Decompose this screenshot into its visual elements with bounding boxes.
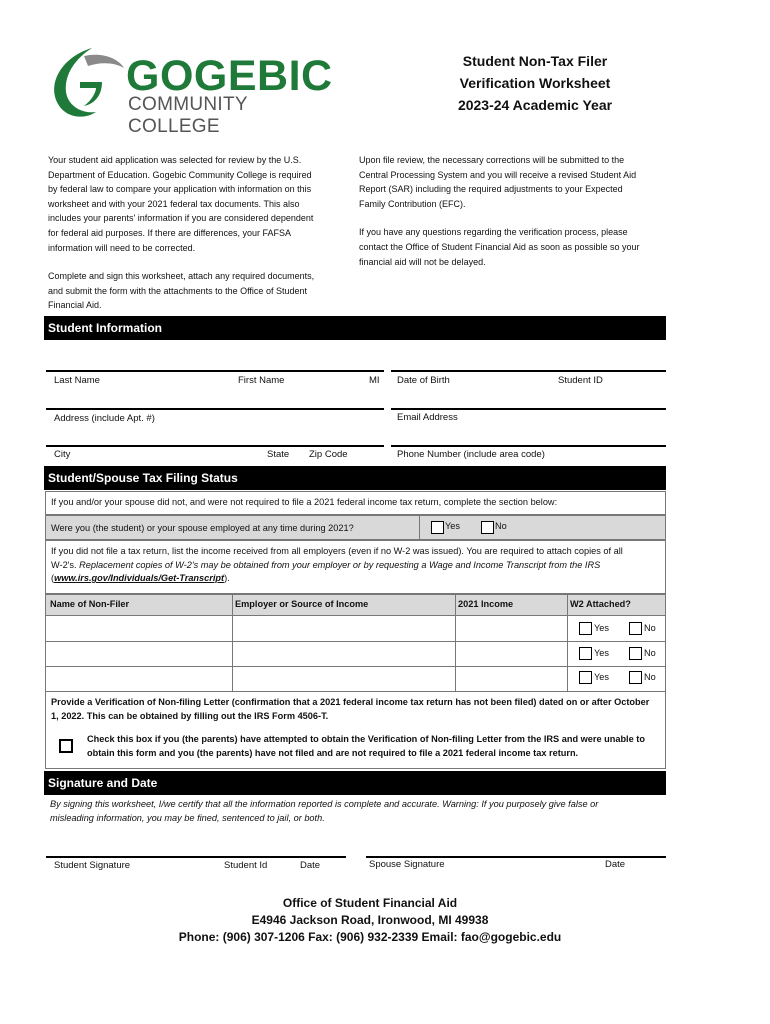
intro-line: Financial Aid. (48, 300, 102, 311)
employed-divider (419, 515, 420, 540)
logo-name: GOGEBIC (126, 52, 333, 100)
w2-no-label: No (644, 648, 656, 658)
intro-line: Department of Education. Gogebic Community College is required (48, 169, 312, 180)
spouse-signature-label: Spouse Signature (369, 859, 445, 870)
tax-instruction-text: If you and/or your spouse did not, and were not required to file a 2021 federal income tax return, complete the section below: (51, 497, 558, 507)
footer-address: E4946 Jackson Road, Ironwood, MI 49938 (251, 913, 489, 927)
intro-line: and submit the form with the attachments to the Office of Student (48, 285, 307, 296)
intro-line: contact the Office of Student Financial Aid as soon as possible so your (359, 241, 640, 252)
state-label: State (267, 449, 290, 460)
student-info-header: Student Information (44, 316, 666, 340)
employed-no-checkbox[interactable] (481, 521, 494, 534)
city-label: City (54, 449, 71, 460)
w2-no-checkbox[interactable] (629, 622, 642, 635)
college-logo (44, 42, 333, 137)
certify-text (50, 798, 665, 825)
intro-line: Your student aid application was selected for review by the U.S. (48, 155, 302, 165)
zip-label: Zip Code (309, 449, 348, 460)
nonfiler-name-input[interactable] (48, 668, 230, 688)
spouse-signature-field[interactable] (366, 830, 666, 856)
w2-no-label: No (644, 623, 656, 633)
income-line-2-a: W-2's. (51, 559, 77, 570)
logo-swoosh-icon (44, 42, 129, 122)
irs-transcript-link[interactable]: www.irs.gov/Individuals/Get-Transcript (54, 573, 225, 583)
intro-line: Family Contribution (EFC). (359, 198, 466, 209)
intro-line: Upon file review, the necessary corrections will be submitted to the (359, 155, 625, 165)
intro-right-p1 (359, 153, 669, 211)
employed-question-row (45, 515, 666, 540)
logo-subtitle: COMMUNITY COLLEGE (128, 94, 248, 137)
col-header-w2: W2 Attached? (570, 599, 631, 609)
employed-no-label: No (495, 521, 507, 531)
income-line-2-b: Replacement copies of W-2's may be obtained from your employer or by requesting a Wage and Income Transcript from the IRS (79, 559, 601, 570)
student-id-sig-label: Student Id (224, 860, 268, 871)
w2-yes-label: Yes (594, 672, 609, 682)
income-line-3-b: ). (224, 573, 230, 583)
employer-input[interactable] (235, 668, 453, 688)
nonfiler-name-input[interactable] (48, 618, 230, 638)
intro-line: information will need to be corrected. (48, 242, 196, 253)
email-label: Email Address (397, 412, 458, 423)
w2-yes-checkbox[interactable] (579, 622, 592, 635)
phone-label: Phone Number (include area code) (397, 449, 545, 460)
employed-yes-label: Yes (445, 521, 460, 531)
income-instruction (45, 540, 666, 594)
col-header-employer: Employer or Source of Income (235, 599, 369, 609)
last-name-label: Last Name (54, 375, 100, 386)
intro-line: If you have any questions regarding the verification process, please (359, 227, 628, 238)
tax-status-header: Student/Spouse Tax Filing Status (44, 466, 666, 490)
student-signature-label: Student Signature (54, 860, 131, 871)
first-name-label: First Name (238, 375, 285, 386)
intro-line: worksheet and with your 2021 federal tax documents. This also (48, 198, 300, 209)
tax-instruction-row (45, 491, 666, 515)
title-line-2: Verification Worksheet (459, 75, 611, 91)
col-header-name: Name of Non-Filer (50, 599, 130, 609)
nonfiling-line-1: Provide a Verification of Non-filing Letter (confirmation that a 2021 federal income tax return has not been filed) dated on or after October (51, 697, 650, 707)
parents-unable-checkbox[interactable] (59, 739, 73, 753)
intro-line: financial aid will not be delayed. (359, 256, 486, 267)
student-signature-line (46, 856, 346, 858)
footer (0, 895, 740, 946)
student-id-label: Student ID (558, 375, 603, 386)
mi-label: MI (369, 375, 380, 386)
title-line-1: Student Non-Tax Filer (462, 53, 608, 69)
page-title (420, 50, 650, 116)
w2-no-checkbox[interactable] (629, 671, 642, 684)
w2-no-checkbox[interactable] (629, 647, 642, 660)
intro-left-p1 (48, 153, 348, 255)
nonfiling-line-2: 1, 2022. This can be obtained by filling out the IRS Form 4506-T. (51, 710, 329, 721)
date-label-1: Date (300, 860, 321, 871)
income-line-1: If you did not file a tax return, list the income received from all employers (even if no W-2 was issued). You are required to attach copies of all (51, 546, 623, 556)
w2-no-label: No (644, 672, 656, 682)
parents-check-text (87, 733, 662, 760)
w2-yes-checkbox[interactable] (579, 671, 592, 684)
intro-line: for federal aid purposes. If there are differences, your FAFSA (48, 227, 291, 238)
dob-label: Date of Birth (397, 375, 450, 386)
income-line-3 (51, 572, 665, 586)
intro-line: Complete and sign this worksheet, attach any required documents, (48, 271, 315, 282)
intro-line: by federal law to compare your application with information on this (48, 184, 312, 195)
intro-left-p2 (48, 269, 348, 313)
intro-line: Central Processing System and you will receive a revised Student Aid (359, 169, 637, 180)
income-line-3-a: ( (51, 573, 55, 583)
address-label: Address (include Apt. #) (54, 413, 155, 424)
income-input[interactable] (458, 668, 564, 688)
income-input[interactable] (458, 643, 564, 663)
student-signature-field[interactable] (46, 830, 346, 856)
city-field[interactable] (46, 447, 256, 465)
intro-line: Report (SAR) including the required adjustments to your Expected (359, 184, 623, 195)
w2-yes-label: Yes (594, 648, 609, 658)
certify-line-1: By signing this worksheet, I/we certify that all the information reported is complete and accurate. Warning: If you purposely give false or (50, 799, 599, 809)
check-line-2: obtain this form and you (the parents) have not filed and are not required to file a 2021 federal income tax return. (87, 747, 579, 758)
intro-right (359, 153, 669, 269)
w2-yes-checkbox[interactable] (579, 647, 592, 660)
income-line-2 (51, 559, 665, 573)
certify-line-2: misleading information, you may be fined, sentenced to jail, or both. (50, 812, 325, 823)
employed-question-text: Were you (the student) or your spouse employed at any time during 2021? (51, 523, 354, 533)
intro-right-p2 (359, 225, 669, 269)
intro-line: includes your parents' information if you are considered dependent (48, 213, 314, 224)
spouse-signature-line (366, 856, 666, 858)
employer-input[interactable] (235, 643, 453, 663)
employer-input[interactable] (235, 618, 453, 638)
footer-contact: Phone: (906) 307-1206 Fax: (906) 932-2339 Email: fao@gogebic.edu (178, 930, 562, 944)
intro-left (48, 153, 348, 313)
title-line-3: 2023-24 Academic Year (457, 97, 613, 113)
col-header-income: 2021 Income (458, 599, 514, 609)
w2-yes-label: Yes (594, 623, 609, 633)
footer-office: Office of Student Financial Aid (282, 896, 458, 910)
income-input[interactable] (458, 618, 564, 638)
signature-header: Signature and Date (44, 771, 666, 795)
nonfiler-name-input[interactable] (48, 643, 230, 663)
check-line-1: Check this box if you (the parents) have attempted to obtain the Verification of Non-filing Letter from the IRS and were unable to (87, 734, 645, 744)
employed-yes-checkbox[interactable] (431, 521, 444, 534)
date-label-2: Date (605, 859, 626, 870)
